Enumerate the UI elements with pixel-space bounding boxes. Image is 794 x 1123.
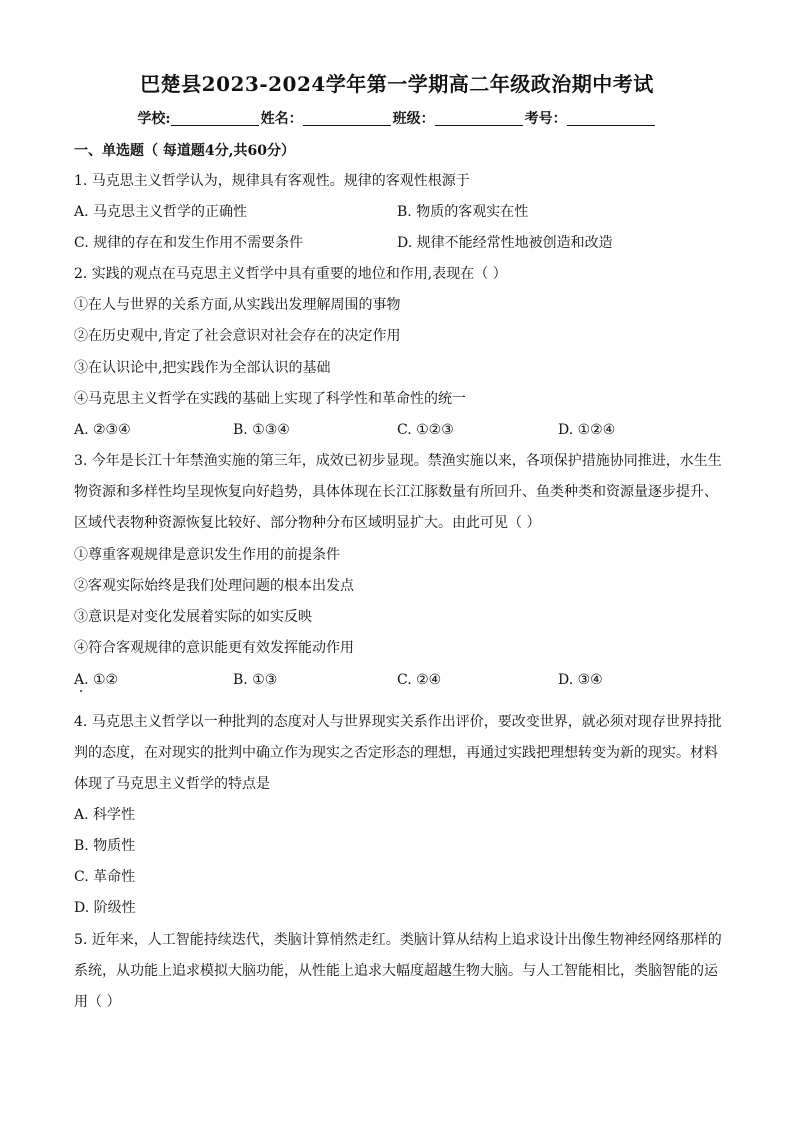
q3-stem-line-1: 3. 今年是长江十年禁渔实施的第三年，成效已初步显现。禁渔实施以来，各项保护措施协同推进，水生生 bbox=[74, 453, 722, 469]
q2-statement-1: ①在人与世界的关系方面,从实践出发理解周围的事物 bbox=[74, 297, 401, 313]
number-blank[interactable] bbox=[567, 111, 655, 126]
q1-option-b: B. 物质的客观实在性 bbox=[397, 204, 529, 220]
class-label: 班级： bbox=[392, 111, 435, 127]
q3-stem-line-2: 物资源和多样性均呈现恢复向好趋势，具体体现在长江江豚数量有所回升、鱼类种类和资源量逐步提升、 bbox=[74, 484, 718, 500]
q4-stem-line-3: 体现了马克思主义哲学的特点是 bbox=[74, 776, 270, 792]
q2-statement-3: ③在认识论中,把实践作为全部认识的基础 bbox=[74, 360, 331, 376]
q4-option-d: D. 阶级性 bbox=[74, 900, 136, 916]
section-heading: 一、单选题（ 每道题4分,共60分） bbox=[74, 143, 295, 159]
class-blank[interactable] bbox=[435, 111, 523, 126]
name-label: 姓名： bbox=[260, 111, 303, 127]
q3-statement-3: ③意识是对变化发展着实际的如实反映 bbox=[74, 609, 312, 625]
q1-option-d: D. 规律不能经常性地被创造和改造 bbox=[397, 235, 613, 251]
q4-option-c: C. 革命性 bbox=[74, 869, 136, 885]
q3-option-c: C. ②④ bbox=[397, 672, 442, 688]
q4-option-b: B. 物质性 bbox=[74, 838, 136, 854]
q3-stem-line-3: 区域代表物种资源恢复比较好、部分物种分布区域明显扩大。由此可见（ ） bbox=[74, 515, 541, 531]
q5-stem-line-1: 5. 近年来，人工智能持续迭代，类脑计算悄然走红。类脑计算从结构上追求设计出像生物神经网络那样的 bbox=[74, 932, 722, 948]
school-label: 学校: bbox=[137, 111, 171, 127]
q5-stem-line-3: 用（ ） bbox=[74, 994, 121, 1010]
q1-option-a: A. 马克思主义哲学的正确性 bbox=[74, 204, 248, 220]
student-info-line bbox=[0, 108, 794, 128]
q4-option-a: A. 科学性 bbox=[74, 807, 136, 823]
q3-option-a: A. ①② bbox=[74, 672, 119, 688]
q2-option-a: A. ②③④ bbox=[74, 422, 131, 438]
q3-option-b: B. ①③ bbox=[233, 672, 278, 688]
q2-option-d: D. ①②④ bbox=[558, 422, 616, 438]
q4-stem-line-2: 判的态度，在对现实的批判中确立作为现实之否定形态的理想，再通过实践把理想转变为新的现实。材料 bbox=[74, 745, 718, 761]
name-blank[interactable] bbox=[303, 111, 391, 126]
q3-statement-1: ①尊重客观规律是意识发生作用的前提条件 bbox=[74, 547, 340, 563]
q2-stem: 2. 实践的观点在马克思主义哲学中具有重要的地位和作用,表现在（ ） bbox=[74, 266, 507, 282]
q3-statement-2: ②客观实际始终是我们处理问题的根本出发点 bbox=[74, 578, 354, 594]
number-label: 考号： bbox=[524, 111, 567, 127]
q1-option-c: C. 规律的存在和发生作用不需要条件 bbox=[74, 235, 304, 251]
q2-option-b: B. ①③④ bbox=[233, 422, 290, 438]
q2-option-c: C. ①②③ bbox=[397, 422, 454, 438]
q4-stem-line-1: 4. 马克思主义哲学以一种批判的态度对人与世界现实关系作出评价，要改变世界，就必须对现存世界持批 bbox=[74, 714, 722, 730]
q5-stem-line-2: 系统，从功能上追求模拟大脑功能，从性能上追求大幅度超越生物大脑。与人工智能相比，类脑智能的运 bbox=[74, 963, 718, 979]
stray-dot-mark bbox=[80, 690, 82, 692]
q3-option-d: D. ③④ bbox=[558, 672, 603, 688]
q2-statement-4: ④马克思主义哲学在实践的基础上实现了科学性和革命性的统一 bbox=[74, 391, 466, 407]
q1-stem: 1. 马克思主义哲学认为，规律具有客观性。规律的客观性根源于 bbox=[74, 173, 470, 189]
q3-statement-4: ④符合客观规律的意识能更有效发挥能动作用 bbox=[74, 640, 354, 656]
school-blank[interactable] bbox=[171, 111, 259, 126]
q2-statement-2: ②在历史观中,肯定了社会意识对社会存在的决定作用 bbox=[74, 328, 401, 344]
exam-title: 巴楚县2023-2024学年第一学期高二年级政治期中考试 bbox=[140, 72, 654, 96]
